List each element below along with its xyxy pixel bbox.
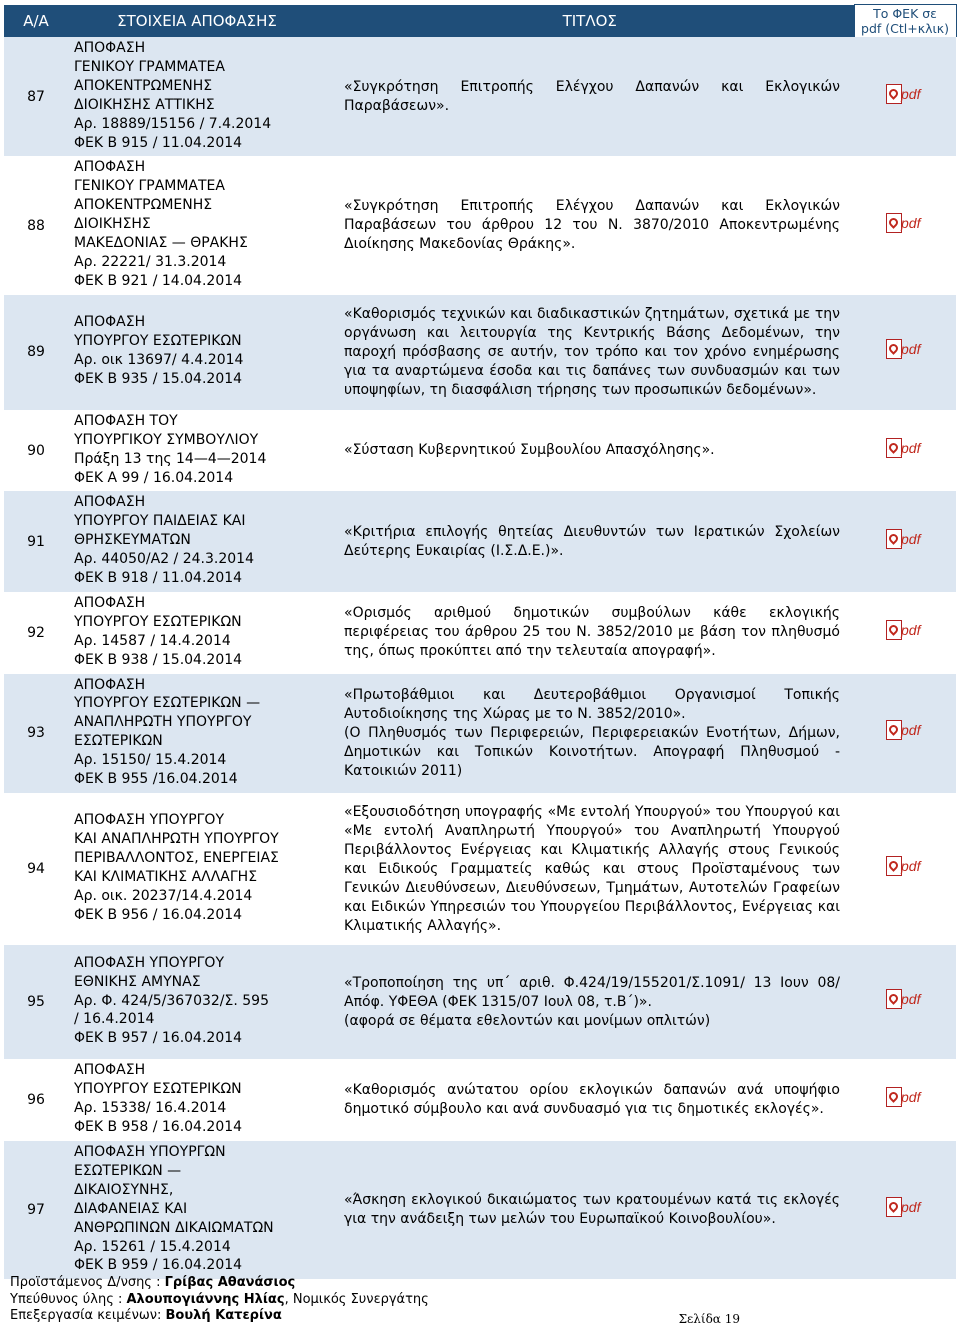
fek-pdf-link[interactable]	[854, 793, 956, 945]
decision-title: «Πρωτοβάθμιοι και Δευτεροβάθμιοι Οργανισμοί Τοπικής Αυτοδιοίκησης της Χώρας με το Ν. 3852/2010». (Ο Πληθυσμός των Περιφερειών, Περιφερειακών Ενοτήτων, Δήμων, Δημοτικών και Τοπικών Κοινοτήτων. Απογραφή Πληθυσμού - Κατοικιών 2011)	[326, 674, 854, 793]
row-number: 91	[4, 491, 68, 592]
fek-pdf-link[interactable]	[854, 674, 956, 793]
table-row	[4, 793, 956, 945]
table-row	[4, 674, 956, 793]
table-row	[4, 1059, 956, 1141]
decision-title: «Καθορισμός τεχνικών και διαδικαστικών ζητημάτων, σχετικά με την οργάνωση και λειτουργία της Κεντρικής Βάσης Δεδομένων, την παροχή πρόσβασης σε αυτήν, τον τρόπο και τον χρόνο ενημέρωσης για τα αναρτώμενα έσοδα και τις δαπάνες των συνδυασμών και των υποψηφίων, τη διασφάλιση τήρησης των προσωπικών δεδομένων».	[326, 295, 854, 410]
fek-pdf-link[interactable]	[854, 491, 956, 592]
table-row	[4, 1141, 956, 1279]
table-row	[4, 37, 956, 156]
row-number: 90	[4, 410, 68, 492]
decision-details: ΑΠΟΦΑΣΗ ΓΕΝΙΚΟΥ ΓΡΑΜΜΑΤΕΑ ΑΠΟΚΕΝΤΡΩΜΕΝΗΣ ΔΙΟΙΚΗΣΗΣ ΑΤΤΙΚΗΣ Αρ. 18889/15156 / 7.4.2014 ΦΕΚ Β 915 / 11.04.2014	[68, 37, 326, 156]
row-number: 95	[4, 945, 68, 1059]
decision-details: ΑΠΟΦΑΣΗ ΥΠΟΥΡΓΟΥ ΠΑΙΔΕΙΑΣ ΚΑΙ ΘΡΗΣΚΕΥΜΑΤΩΝ Αρ. 44050/Α2 / 24.3.2014 ΦΕΚ Β 918 / 11.04.2014	[68, 491, 326, 592]
row-number: 88	[4, 156, 68, 294]
footer-line-director: Προϊστάμενος Δ/νσης : Γρίβας Αθανάσιος	[10, 1275, 296, 1290]
editor-name: Αλουπογιάννης Ηλίας	[126, 1291, 285, 1307]
fek-pdf-link[interactable]	[854, 410, 956, 492]
decisions-table	[4, 4, 957, 1279]
decision-details: ΑΠΟΦΑΣΗ ΥΠΟΥΡΓΟΥ ΚΑΙ ΑΝΑΠΛΗΡΩΤΗ ΥΠΟΥΡΓΟΥ ΠΕΡΙΒΑΛΛΟΝΤΟΣ, ΕΝΕΡΓΕΙΑΣ ΚΑΙ ΚΛΙΜΑΤΙΚΗΣ ΑΛΛΑΓΗΣ Αρ. οικ. 20237/14.4.2014 ΦΕΚ Β 956 / 16.04.2014	[68, 793, 326, 945]
pdf-icon[interactable]: pdf	[886, 1087, 924, 1109]
table-header-row	[4, 5, 956, 38]
fek-pdf-link[interactable]	[854, 1059, 956, 1141]
row-number: 94	[4, 793, 68, 945]
director-name: Γρίβας Αθανάσιος	[164, 1275, 296, 1290]
header-aa: Α/Α	[4, 5, 68, 38]
footer-line-editor: Υπεύθυνος ύλης : Αλουπογιάννης Ηλίας, Νομικός Συνεργάτης	[10, 1291, 429, 1307]
table-row	[4, 156, 956, 294]
decision-title: «Συγκρότηση Επιτροπής Ελέγχου Δαπανών και Εκλογικών Παραβάσεων».	[326, 37, 854, 156]
decision-details: ΑΠΟΦΑΣΗ ΥΠΟΥΡΓΟΥ ΕΣΩΤΕΡΙΚΩΝ Αρ. οικ 13697/ 4.4.2014 ΦΕΚ Β 935 / 15.04.2014	[68, 295, 326, 410]
decision-title: «Σύσταση Κυβερνητικού Συμβουλίου Απασχόλησης».	[326, 410, 854, 492]
row-number: 93	[4, 674, 68, 793]
decision-title: «Ορισμός αριθμού δημοτικών συμβούλων κάθε εκλογικής περιφέρειας του άρθρου 25 του Ν. 3852/2010 με βάση τον πληθυσμό της, όπως προκύπτει από την τελευταία απογραφή».	[326, 592, 854, 674]
pdf-icon[interactable]: pdf	[886, 620, 924, 642]
decision-title: «Άσκηση εκλογικού δικαιώματος των κρατουμένων κατά τις εκλογές για την ανάδειξη των μελών του Ευρωπαϊκού Κοινοβουλίου».	[326, 1141, 854, 1279]
fek-pdf-link[interactable]	[854, 156, 956, 294]
header-title: ΤΙΤΛΟΣ	[326, 5, 854, 38]
fek-pdf-link[interactable]	[854, 37, 956, 156]
fek-pdf-link[interactable]	[854, 1141, 956, 1279]
decision-title: «Συγκρότηση Επιτροπής Ελέγχου Δαπανών και Εκλογικών Παραβάσεων του άρθρου 12 του Ν. 3870/2010 Αποκεντρωμένης Διοίκησης Μακεδονίας Θράκης».	[326, 156, 854, 294]
row-number: 92	[4, 592, 68, 674]
page-number: Σελίδα 19	[678, 1312, 740, 1326]
decision-title: «Καθορισμός ανώτατου ορίου εκλογικών δαπανών ανά υποψήφιο δημοτικό σύμβουλο και ανά συνδυασμό για τις δημοτικές εκλογές».	[326, 1059, 854, 1141]
table-row	[4, 592, 956, 674]
fek-pdf-link[interactable]	[854, 945, 956, 1059]
header-fek-line1: Το ΦΕΚ σε	[873, 6, 937, 21]
pdf-icon[interactable]: pdf	[886, 989, 924, 1011]
row-number: 87	[4, 37, 68, 156]
table-row	[4, 295, 956, 410]
decision-details: ΑΠΟΦΑΣΗ ΥΠΟΥΡΓΩΝ ΕΣΩΤΕΡΙΚΩΝ — ΔΙΚΑΙΟΣΥΝΗΣ, ΔΙΑΦΑΝΕΙΑΣ ΚΑΙ ΑΝΘΡΩΠΙΝΩΝ ΔΙΚΑΙΩΜΑΤΩΝ Αρ. 15261 / 15.4.2014 ΦΕΚ Β 959 / 16.04.2014	[68, 1141, 326, 1279]
row-number: 96	[4, 1059, 68, 1141]
table-row	[4, 410, 956, 492]
decision-details: ΑΠΟΦΑΣΗ ΥΠΟΥΡΓΟΥ ΕΣΩΤΕΡΙΚΩΝ Αρ. 15338/ 16.4.2014 ΦΕΚ Β 958 / 16.04.2014	[68, 1059, 326, 1141]
footer-line-processing: Επεξεργασία κειμένων: Βουλή Κατερίνα	[10, 1308, 282, 1323]
pdf-icon[interactable]: pdf	[886, 1197, 924, 1219]
row-number: 89	[4, 295, 68, 410]
pdf-icon[interactable]: pdf	[886, 438, 924, 460]
fek-pdf-link[interactable]	[854, 295, 956, 410]
page-footer	[10, 1275, 950, 1325]
pdf-icon[interactable]: pdf	[886, 84, 924, 106]
header-fek-pdf	[854, 5, 956, 38]
decision-title: «Κριτήρια επιλογής θητείας Διευθυντών των Ιερατικών Σχολείων Δεύτερης Ευκαιρίας (Ι.Σ.Δ.Ε.)».	[326, 491, 854, 592]
processor-name: Βουλή Κατερίνα	[165, 1308, 282, 1323]
pdf-icon[interactable]: pdf	[886, 213, 924, 235]
decision-details: ΑΠΟΦΑΣΗ ΥΠΟΥΡΓΟΥ ΕΣΩΤΕΡΙΚΩΝ Αρ. 14587 / 14.4.2014 ΦΕΚ Β 938 / 15.04.2014	[68, 592, 326, 674]
fek-pdf-link[interactable]	[854, 592, 956, 674]
decision-details: ΑΠΟΦΑΣΗ ΥΠΟΥΡΓΟΥ ΕΣΩΤΕΡΙΚΩΝ — ΑΝΑΠΛΗΡΩΤΗ ΥΠΟΥΡΓΟΥ ΕΣΩΤΕΡΙΚΩΝ Αρ. 15150/ 15.4.2014 ΦΕΚ Β 955 /16.04.2014	[68, 674, 326, 793]
decision-details: ΑΠΟΦΑΣΗ ΥΠΟΥΡΓΟΥ ΕΘΝΙΚΗΣ ΑΜΥΝΑΣ Αρ. Φ. 424/5/367032/Σ. 595 / 16.4.2014 ΦΕΚ Β 957 / 16.04.2014	[68, 945, 326, 1059]
decision-details: ΑΠΟΦΑΣΗ ΤΟΥ ΥΠΟΥΡΓΙΚΟΥ ΣΥΜΒΟΥΛΙΟΥ Πράξη 13 της 14—4—2014 ΦΕΚ Α 99 / 16.04.2014	[68, 410, 326, 492]
pdf-icon[interactable]: pdf	[886, 339, 924, 361]
row-number: 97	[4, 1141, 68, 1279]
pdf-icon[interactable]: pdf	[886, 856, 924, 878]
decision-details: ΑΠΟΦΑΣΗ ΓΕΝΙΚΟΥ ΓΡΑΜΜΑΤΕΑ ΑΠΟΚΕΝΤΡΩΜΕΝΗΣ ΔΙΟΙΚΗΣΗΣ ΜΑΚΕΔΟΝΙΑΣ — ΘΡΑΚΗΣ Αρ. 22221/ 31.3.2014 ΦΕΚ Β 921 / 14.04.2014	[68, 156, 326, 294]
header-fek-line2: pdf (Ctl+κλικ)	[861, 21, 949, 36]
pdf-icon[interactable]: pdf	[886, 529, 924, 551]
table-row	[4, 491, 956, 592]
table-row	[4, 945, 956, 1059]
decision-title: «Τροποποίηση της υπ΄ αριθ. Φ.424/19/155201/Σ.1091/ 13 Ιουν 08/Απόφ. ΥΦΕΘΑ (ΦΕΚ 1315/07 Ιουλ 08, τ.Β΄)». (αφορά σε θέματα εθελοντών και μονίμων οπλιτών)	[326, 945, 854, 1059]
pdf-icon[interactable]: pdf	[886, 720, 924, 742]
header-decision: ΣΤΟΙΧΕΙΑ ΑΠΟΦΑΣΗΣ	[68, 5, 326, 38]
decision-title: «Εξουσιοδότηση υπογραφής «Με εντολή Υπουργού» του Υπουργού και «Με εντολή Αναπληρωτή Υπουργού» του Αναπληρωτή Υπουργού Περιβάλλοντος Ενέργειας και Κλιματικής Αλλαγής στους Γενικούς και Ειδικούς Γραμματείς καθώς και στους Προϊσταμένους των Γενικών Διευθύνσεων, Διευθύνσεων, Τμημάτων, Αυτοτελών Γραφείων και Ειδικών Υπηρεσιών του Υπουργείου Περιβάλλοντος, Ενέργειας και Κλιματικής Αλλαγής».	[326, 793, 854, 945]
